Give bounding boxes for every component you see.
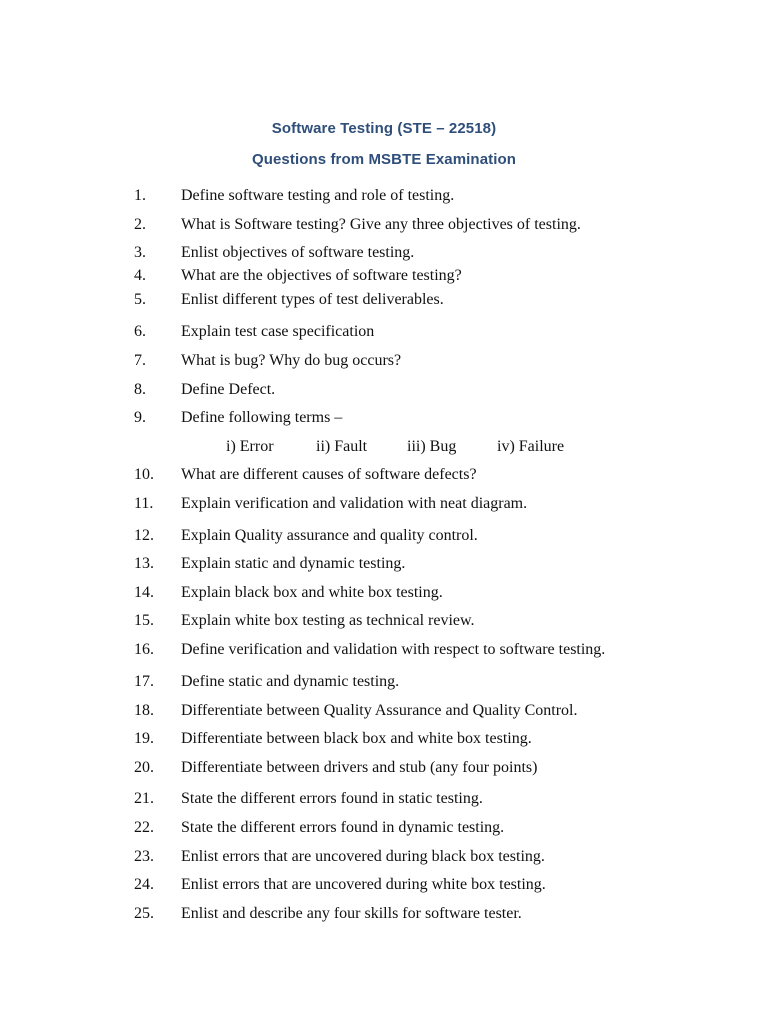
question-item [0, 818, 768, 842]
question-text: Explain Quality assurance and quality control. [181, 527, 478, 544]
question-item [0, 640, 768, 664]
question-item [0, 554, 768, 578]
question-text: Explain static and dynamic testing. [181, 555, 406, 572]
question-text: What are the objectives of software testing? [181, 267, 462, 284]
question-text: Differentiate between black box and white box testing. [181, 730, 532, 747]
question-number: 18. [134, 702, 154, 719]
question-number: 13. [134, 555, 154, 572]
question-number: 19. [134, 730, 154, 747]
question-text: What is Software testing? Give any three objectives of testing. [181, 216, 581, 233]
question-item [0, 758, 768, 782]
question-item [0, 701, 768, 725]
question-number: 16. [134, 641, 154, 658]
question-item [0, 322, 768, 346]
question-text: Define following terms – [181, 409, 343, 426]
question-text: Explain black box and white box testing. [181, 584, 443, 601]
term-item: ii) Fault [316, 438, 368, 455]
question-number: 8. [134, 381, 146, 398]
question-text: Explain white box testing as technical review. [181, 612, 475, 629]
question-number: 23. [134, 848, 154, 865]
document-title: Software Testing (STE – 22518) [271, 120, 497, 137]
question-number: 3. [134, 244, 146, 261]
question-number: 11. [134, 495, 154, 512]
term-item: i) Error [226, 438, 274, 455]
question-number: 21. [134, 790, 154, 807]
question-text: Differentiate between drivers and stub (any four points) [181, 759, 538, 776]
question-number: 9. [134, 409, 146, 426]
question-number: 15. [134, 612, 154, 629]
question-item [0, 351, 768, 375]
document-subtitle: Questions from MSBTE Examination [251, 151, 517, 168]
question-item [0, 465, 768, 489]
question-text: State the different errors found in dynamic testing. [181, 819, 505, 836]
question-number: 17. [134, 673, 154, 690]
question-text: Explain verification and validation with neat diagram. [181, 495, 528, 512]
question-number: 7. [134, 352, 146, 369]
question-text: Explain test case specification [181, 323, 375, 340]
question-text: Define static and dynamic testing. [181, 673, 400, 690]
question-number: 25. [134, 905, 154, 922]
question-number: 12. [134, 527, 154, 544]
question-number: 6. [134, 323, 146, 340]
question-item [0, 526, 768, 550]
term-item: iv) Failure [497, 438, 565, 455]
question-number: 4. [134, 267, 146, 284]
question-text: What are different causes of software defects? [181, 466, 477, 483]
question-text: Enlist errors that are uncovered during black box testing. [181, 848, 545, 865]
question-text: Enlist errors that are uncovered during white box testing. [181, 876, 546, 893]
question-item [0, 494, 768, 518]
question-item [0, 290, 768, 314]
question-item [0, 583, 768, 607]
question-item [0, 243, 768, 267]
question-item [0, 729, 768, 753]
question-text: Enlist different types of test deliverables. [181, 291, 444, 308]
question-item [0, 847, 768, 871]
question-text: Define software testing and role of testing. [181, 187, 455, 204]
question-number: 14. [134, 584, 154, 601]
question-text: Enlist and describe any four skills for software tester. [181, 905, 522, 922]
question-number: 24. [134, 876, 154, 893]
question-item [0, 875, 768, 899]
question-item [0, 186, 768, 210]
term-item: iii) Bug [407, 438, 457, 455]
question-number: 22. [134, 819, 154, 836]
question-text: Define verification and validation with respect to software testing. [181, 641, 606, 658]
question-number: 20. [134, 759, 154, 776]
question-number: 5. [134, 291, 146, 308]
question-item [0, 408, 768, 432]
question-text: What is bug? Why do bug occurs? [181, 352, 402, 369]
question-item [0, 611, 768, 635]
question-item [0, 266, 768, 290]
question-item [0, 904, 768, 928]
question-number: 1. [134, 187, 146, 204]
question-text: Define Defect. [181, 381, 276, 398]
question-number: 2. [134, 216, 146, 233]
question-number: 10. [134, 466, 154, 483]
question-text: Differentiate between Quality Assurance and Quality Control. [181, 702, 578, 719]
question-item [0, 215, 768, 239]
question-text: Enlist objectives of software testing. [181, 244, 415, 261]
question-text: State the different errors found in static testing. [181, 790, 483, 807]
question-item [0, 789, 768, 813]
question-item [0, 672, 768, 696]
terms-row [0, 437, 768, 461]
question-item [0, 380, 768, 404]
